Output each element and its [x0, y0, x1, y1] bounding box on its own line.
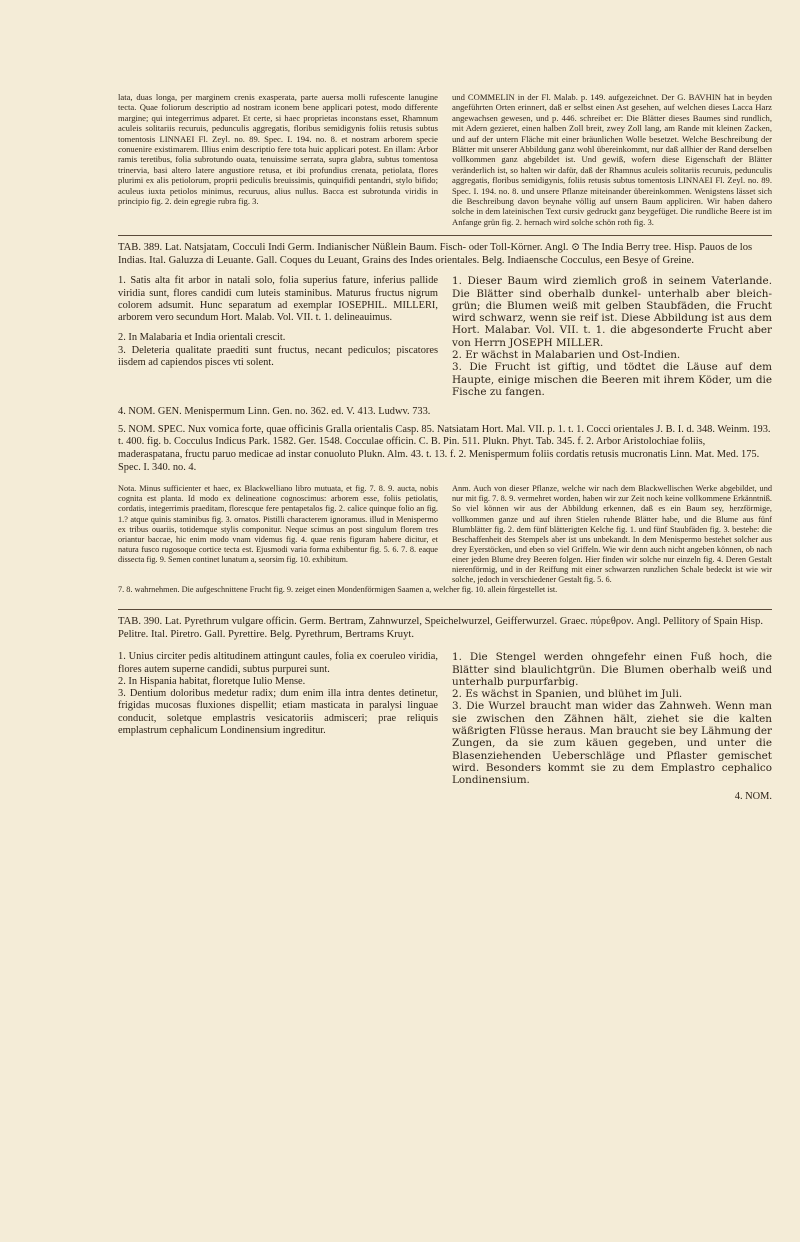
divider-tab389: [118, 235, 772, 236]
top-latin-text: lata, duas longa, per marginem crenis exasperata, parte auersa molli rufescente lanugine tecta. Quae foliorum descriptio ad nostram iconem bene applicari potest, modo differente margine; qui integerrimus adparet. Et certe, si haec proprietas inconstans esset, Rhamnum aculeis solitariis recuruis, pedunculis aggregatis, floribus semidigynis foliis retusis subtus tomentosis LINNAEI Fl. Zeyl. no. 89. Spec. I. 194. no. 8. et nostram arborem specie conuenire existimarem. Illius enim descriptio fere tota huic applicari potest. En illam: Arbor ramis teretibus, folia subrotundo ouata, tenuissime serrata, supra glabra, subtus tomentosa trinervia, basi altero latere angustiore retusa, et ibi profundius crenata, petiolata, flores plurimi ex alis petiolorum, proprii pediculis breuissimis, quinquifidi pentandri, stylo bifido; aculeus iuxta petiolos minimus, recuruus, alius nullus. Bacca est subrotunda viridis in principio fig. 2. dein egregie rubra fig. 3.: [118, 92, 438, 207]
tab389-latin-1: 1. Satis alta fit arbor in natali solo, folia superius fature, inferius pallide viridia sunt, flores candidi cum luteis staminibus. Maturus fructus nigrum colorem adsumit. Hunc separatum ad exemplar IOSEPHIL. MILLERI, arborem vero secundum Hort. Malab. Vol. VII. t. 1. delineauimus.: [118, 275, 438, 324]
tab390-german-1: 1. Die Stengel werden ohngefehr einen Fuß hoch, die Blätter sind blaulichtgrün. Die Blumen oberhalb weiß und unterhalb purpurfarbig.: [452, 651, 772, 688]
tab390-latin-1: 1. Unius circiter pedis altitudinem attingunt caules, folia ex coeruleo viridia, flores autem superne candidi, subtus purpurei sunt.: [118, 651, 438, 675]
tab389-header: TAB. 389. Lat. Natsjatam, Cocculi Indi Germ. Indianischer Nüßlein Baum. Fisch- oder Toll-Körner. Angl. ⊙ The India Berry tree. Hisp. Pauos de los Indias. Ital. Galuzza di Leuante. Gall. Coques du Leuant, Grains des Indes orientales. Belg. Indiaensche Cocculus, een Besye of Greine.: [118, 242, 753, 267]
tab390-latin-3: 3. Dentium doloribus medetur radix; dum enim illa intra dentes detinetur, frigidas mucosas fluxiones dispellit; etiam masticata in paralysi linguae conducit, soletque emplastris vesicatoriis admisceri; prae reliquis emplastrum cephalicum Londinensium ingreditur.: [118, 688, 438, 737]
top-section: [118, 92, 772, 227]
tab389-nota-latin: Nota. Minus sufficienter et haec, ex Blackwelliano libro mutuata, et fig. 7. 8. 9. aucta, nobis cognita est planta. Id modo ex delineatione cognoscimus: arborem esse, foliis petiolatis, cordatis, integerrimis praeditam, florescque fere pentapetalos fig. 2. calice quinque folio an fig. 1.? atque quinis staminibus fig. 3. ornatos. Pistilli characterem ignoramus. illud in Menispermo ex tribus ouariis, totidemque stylis componitur. Neque scimus an post singulum florem tres oriantur baccae, hic enim modo vnam videmus fig. 4. quae renis figuram habere dicitur, et natura fusco rugosoque cortice tecta est. Ejusmodi varia forma exhibentur fig. 5. 6. 7. 8. eaque dissecta fig. 9. Semen continet lunatum a, seorsim fig. 10. exhibitum.: [118, 484, 438, 564]
tab389-german-2: 2. Er wächst in Malabarien und Ost-Indien.: [452, 349, 681, 362]
tab390-german-2: 2. Es wächst in Spanien, und blühet im Juli.: [452, 688, 683, 701]
page: [118, 92, 772, 802]
tab389-columns: [118, 275, 772, 398]
tab389-nota-tail: 7. 8. wahrnehmen. Die aufgeschnittene Frucht fig. 9. zeiget einen Mondenförmigen Saamen a, welcher fig. 10. allein fürgestellet ist.: [118, 585, 558, 595]
tab390-columns: [118, 651, 772, 786]
tab390-latin-2: 2. In Hispania habitat, floretque Iulio Mense.: [118, 675, 306, 687]
catchword: 4. NOM.: [734, 790, 772, 802]
tab389-german-1: 1. Dieser Baum wird ziemlich groß in seinem Vaterlande. Die Blätter sind oberhalb dunkel- unterhalb aber bleich-grün; die Blumen weiß mit gelben Staubfäden, die Frucht wird schwarz, wenn sie reif ist. Diese Abbildung ist aus dem Hort. Malabar. Vol. VII. t. 1. die abgesonderte Frucht aber von Herrn JOSEPH MILLER.: [452, 275, 772, 349]
tab390-header: TAB. 390. Lat. Pyrethrum vulgare officin. Germ. Bertram, Zahnwurzel, Speichelwurzel, Geifferwurzel. Graec. πύρεθρον. Angl. Pellitory of Spain Hisp. Pelitre. Ital. Piretro. Gall. Pyrettire. Belg. Pyrethrum, Bertrams Kruyt.: [118, 616, 763, 641]
divider-tab390: [118, 609, 772, 610]
top-german-text: und COMMELIN in der Fl. Malab. p. 149. aufgezeichnet. Der G. BAVHIN hat in beyden angeführten Orten erinnert, daß er selbst einen Ast gesehen, auf welchen dieses Lacca Harz angewachsen gewesen, und p. 446. schreibet er: Die Blätter dieses Baumes sind rundlich, mit Adern gezieret, einen halben Zoll breit, zwey Zoll lang, am Rande mit kleinen Zacken, und auf der untern Fläche mit einer bräunlichen Wolle besetzet. Welche Beschreibung der Blätter mit unserer Abbildung ganz wohl übereinkommt, nur daß allhier der Rand derselben vollkommen ganz abgebildet ist. Und gewiß, wofern diese Eigenschaft der Blätter veränderlich ist, so halten wir dafür, daß der Rhamnus aculeis solitariis recuruis, pedunculis aggregatis, floribus semidigynis, foliis retusis subtus tomentosis LINNAEI Fl. Zeyl. no. 89. Spec. I. 194. no. 8. und unsere Pflanze miteinander übereinkommen. Wenigstens lässet sich die Beschreibung davon beynahe völlig auf unsern Baum appliciren. Wir haben dahero solche in dem lateinischen Text cursiv gedruckt ganz beygefüget. Die rundliche Beere ist im Anfange grün fig. 2. hernach wird solche schön roth fig. 3.: [452, 92, 772, 227]
tab389-nota-german: Anm. Auch von dieser Pflanze, welche wir nach dem Blackwellischen Werke abgebildet, und nur mit fig. 7. 8. 9. vermehret worden, haben wir zur Zeit noch keine vollkommene Erkänntniß. So viel können wir aus der Abbildung erkennen, daß es ein Baum sey, herzförmige, vollkommen ganze und auf ihren Stielen ruhende Blätter habe, und die Blume aus fünf Blumblätter fig. 2. dem fünf blätterigten Kelche fig. 1. und fünf Staubfäden fig. 3. bestehe: die Beschaffenheit des Stempels aber ist uns unbekandt. In dem Menispermo bestehet solcher aus drey Eyerstöcken, und eben so viel Griffeln. Wie wir denn auch nicht angeben können, ob nach einer jeden Blume drey Beeren folgen. Hier finden wir solche nur einzeln fig. 4. Deren Gestalt nierenförmig, und in der Reiffung mit einer schwarzen runzlichen Schale bedeckt ist wie wir solche, jedoch in verschiedener Gestalt fig. 5. 6.: [452, 484, 772, 585]
tab389-nom-gen: 4. NOM. GEN. Menispermum Linn. Gen. no. 362. ed. V. 413. Ludwv. 733.: [118, 406, 431, 418]
tab389-german-3: 3. Die Frucht ist giftig, und tödtet die Läuse auf dem Haupte, einige mischen die Beeren mit ihrem Köder, um die Fische zu fangen.: [452, 361, 772, 398]
tab389-nom-spec: 5. NOM. SPEC. Nux vomica forte, quae officinis Gralla orientalis Casp. 85. Natsiatam Hort. Mal. VII. p. 1. t. 1. Cocci orientales J. B. I. d. 348. Weinm. 193. t. 400. fig. b. Cocculus Indicus Park. 1582. Ger. 1548. Cocculae officin. C. B. Pin. 511. Plukn. Phyt. Tab. 345. f. 2. Arbor Aristolochiae foliis, maderaspatana, fructu paruo medicae ad instar conuoluto Plukn. Alm. 43. t. 13. f. 2. Menispermum foliis cordatis retusis mucronatis Linn. Mat. Med. 175. Spec. I. 340. no. 4.: [118, 423, 771, 473]
tab390-german-3: 3. Die Wurzel braucht man wider das Zahnweh. Wenn man sie zwischen den Zähnen hält, ziehet sie die kalten wäßrigten Flüsse heraus. Man braucht sie bey Lähmung der Zungen, da sie zum käuen gegeben, und unter die Blasenziehenden Ueberschläge und Pflaster gemischet wird. Besonders kommt sie zu dem Emplastro cephalico Londinensium.: [452, 700, 772, 787]
tab389-nota-columns: [118, 484, 772, 585]
tab389-latin-3: 3. Deleteria qualitate praediti sunt fructus, necant pediculos; piscatores iisdem ad capiendos pisces vti solent.: [118, 344, 438, 369]
tab389-latin-2: 2. In Malabaria et India orientali crescit.: [118, 332, 286, 344]
